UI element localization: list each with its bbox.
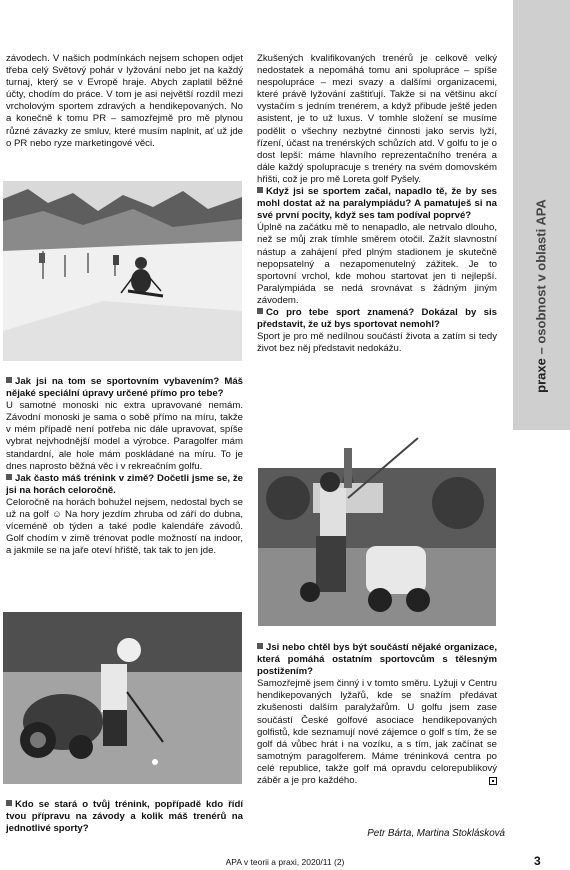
question-text: Jak jsi na tom se sportovním vybavením? Máš nějaké speciální úpravy určené přímo pro tebe? (6, 376, 243, 400)
intro-paragraph: závodech. V našich podmínkách nejsem schopen odjet třeba celý Světový pohár v lyžování nebo jet na každý turnaj, který se v Evropě hraje. Abych zaplatil běžné účty, chodím do práce. V tom je asi největší rozdíl mezi vrcholovým sportem zdravých a hendikepovaných. No a konečně k tomu PR – samozřejmě pro mě plynou různé závazky ze smluv, které musím naplnit, ať už jde o PR nebo ryze marketingové věci. (6, 53, 243, 149)
section-tab-label (534, 199, 549, 393)
bullet-square-icon (257, 187, 263, 193)
bullet-square-icon (257, 308, 263, 314)
question-organization (257, 642, 497, 678)
answer-equipment: U samotné monoski nic extra upravované nemám. Závodní monoski je sama o sobě přímo na míru, takže v mém případě není potřeba nic dále upravovat, spíše vybrat nejvhodnější model a výrobce. Paragolfer mám standardní, ale hole mám poskládané na míru. To je dnes naprosto běžná věc i v rekreačním golfu. (6, 400, 243, 472)
paragolfer-swing-photo (258, 428, 496, 626)
right-column-qa (257, 53, 497, 355)
article-authors: Petr Bárta, Martina Stoklásková (367, 828, 505, 839)
question-text: Kdo se stará o tvůj trénink, popřípadě kdo řídí tvou přípravu na závody a kolik máš trenérů na jednotlivé sporty? (6, 799, 243, 835)
paragolfer-putting-photo (3, 612, 242, 784)
question-paralympics (257, 186, 497, 222)
bullet-square-icon (6, 800, 12, 806)
page-number: 3 (534, 854, 541, 868)
bullet-square-icon (257, 643, 263, 649)
question-equipment (6, 376, 243, 400)
question-text: Jak často máš trénink v zimě? Dočetli jsme se, že jsi na horách celoročně. (6, 472, 243, 496)
bullet-square-icon (6, 474, 12, 480)
end-of-article-icon (489, 777, 497, 785)
question-meaning (257, 307, 497, 331)
answer-paralympics: Úplně na začátku mě to nenapadlo, ale netrvalo dlouho, než se můj zrak tímhle směrem otočil. Zažít slavnostní nástup a zahájení před plným stadionem je skutečně nepopsatelný a nezapomenutelný zážitek. Je to sportovní vrchol, kde mohou startovat jen ti nejlepší. Paralympiáda se nedá srovnávat s žádným jiným závodem. (257, 222, 497, 306)
question-winter-training (6, 473, 243, 497)
monoski-photo (3, 181, 242, 361)
answer-meaning: Sport je pro mě nedílnou součástí života a zatím si tedy život bez něj představit nedokážu. (257, 331, 497, 355)
bullet-square-icon (6, 377, 12, 383)
left-column-intro (6, 53, 243, 150)
left-column-qa (6, 376, 243, 557)
answer-coaching: Zkušených kvalifikovaných trenérů je celkově velký nedostatek a nepomáhá tomu ani spolupráce – spíše nespolupráce – mezi svazy a dalšími organizacemi, které právě lyžování zaštiťují. Takže si na většinu akcí vystačím s jedním trenérem, a když přibude ještě jeden asistent, je to už luxus. V tomhle složení se musíme podělit o všechny nezbytné činnosti jako servis lyží, řízení, účast na trenérských schůzích atd. V golfu to je o dost lepší: máme hlavního reprezentačního trenéra a dále každý spolupracuje s trenéry na svém domovském hřišti, což je pro mě Loreta golf Pyšely. (257, 53, 497, 185)
question-text: Co pro tebe sport znamená? Dokázal by sis představit, že už bys sportovat nemohl? (257, 306, 497, 331)
question-text: Jsi nebo chtěl bys být součástí nějaké organizace, která pomáhá ostatním sportovcům s tělesným postižením? (257, 642, 497, 678)
section-title: praxe (533, 358, 549, 393)
section-subtitle: – osobnost v oblasti APA (533, 199, 549, 355)
answer-organization-wrap (257, 678, 497, 787)
question-coaching (6, 799, 243, 835)
answer-winter-training: Celoročně na horách bohužel nejsem, nedostal bych se už na golf ☺ Na hory jezdím zhruba od září do dubna, víceméně ob týden a také podle kalendáře závodů. Golf chodím v zimě trénovat podle možností na indoor, a jakmile se na jaře oteví hřiště, tak tak to jen jde. (6, 496, 243, 557)
left-column-bottom-question (6, 799, 243, 835)
answer-organization: Samozřejmě jsem činný i v tomto směru. Lyžuji v Centru hendikepovaných lyžařů, kde se snažím předávat zkušenosti dalším paralyžařům. U golfu jsem zase součástí České golfové asociace hendikepovaných golfistů, kde seznamují nové zájemce o golf s tím, že se golf dá vůbec hrát i na vozíku, a s tím, jak začínat se samotným paragolferem. Máme tréninková centra po celé republice, takže golf má opravdu celorepublikový záběr a je pro každého. (257, 678, 497, 787)
page-footer: APA v teorii a praxi, 2020/11 (2) (225, 857, 345, 867)
right-column-bottom (257, 642, 497, 787)
question-text: Když jsi se sportem začal, napadlo tě, že by ses mohl dostat až na paralympiádu? A pamatuješ si na své první pocity, když ses tam podíval poprvé? (257, 186, 497, 222)
